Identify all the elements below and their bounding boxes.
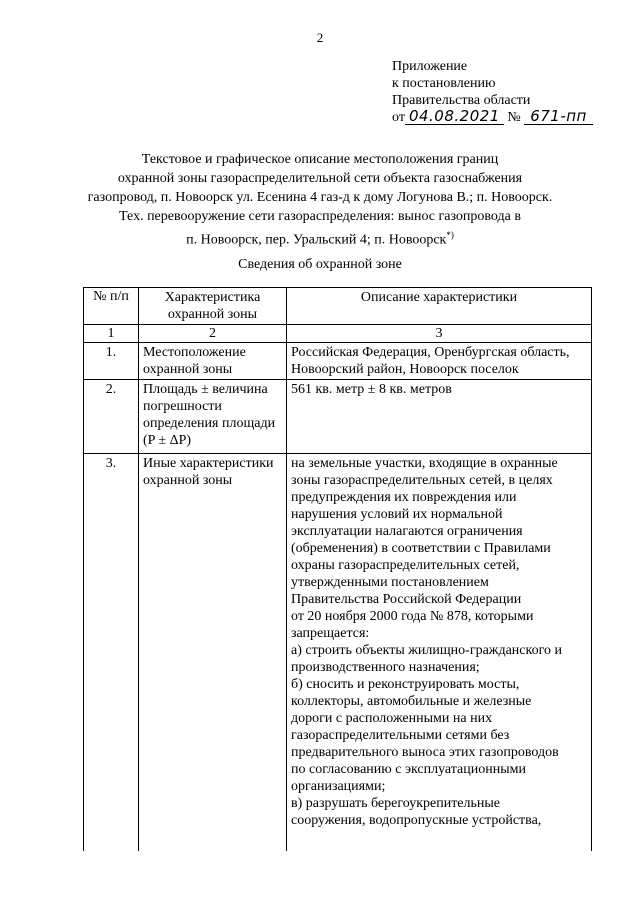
desc-line: газораспределительными сетями без <box>291 728 510 743</box>
desc-line: б) сносить и реконструировать мосты, <box>291 677 520 692</box>
section-subtitle: Сведения об охранной зоне <box>238 257 402 272</box>
desc-line: организациями; <box>291 779 386 794</box>
colnum-1: 1 <box>84 325 139 343</box>
desc-line: предупреждения их повреждения или <box>291 490 517 505</box>
title-line-5: п. Новоорск, пер. Уральский 4; п. Новоорск <box>186 232 447 248</box>
desc-line: Российская Федерация, Оренбургская область, <box>291 345 570 360</box>
desc-line: предварительного выноса этих газопроводов <box>291 745 559 760</box>
document-title <box>60 150 580 250</box>
desc-line: сооружения, водопропускные устройства, <box>291 813 542 828</box>
desc-line: по согласованию с эксплуатационными <box>291 762 526 777</box>
desc-line: дороги с расположенными на них <box>291 711 493 726</box>
table-colnum-row <box>84 325 592 343</box>
row-desc <box>287 380 592 454</box>
appendix-line-2: к постановлению <box>392 76 496 91</box>
number-value: 671-пп <box>524 109 593 125</box>
desc-line: охраны газораспределительных сетей, <box>291 558 520 573</box>
desc-line: коллекторы, автомобильные и железные <box>291 694 532 709</box>
number-sign: № <box>507 110 521 125</box>
colnum-2: 2 <box>139 325 287 343</box>
protection-zone-table <box>83 287 592 851</box>
footnote-mark: *) <box>446 230 454 240</box>
title-line-4: Тех. перевооружение сети газораспределения: вынос газопровода в <box>119 209 521 224</box>
desc-line: 561 кв. метр ± 8 кв. метров <box>291 382 452 397</box>
row-name: Иные характеристики охранной зоны <box>139 454 287 852</box>
appendix-line-1: Приложение <box>392 59 468 74</box>
header-num: № п/п <box>84 288 139 325</box>
title-line-3: газопровод, п. Новоорск ул. Есенина 4 газ-д к дому Логунова В.; п. Новоорск. <box>87 190 553 205</box>
desc-line: (обременения) в соответствии с Правилами <box>291 541 551 556</box>
page-number: 2 <box>316 30 324 45</box>
title-line-1: Текстовое и графическое описание местоположения границ <box>141 152 499 167</box>
date-value: 04.08.2021 <box>405 109 504 125</box>
row-name: Площадь ± величина погрешности определения площади (P ± ΔP) <box>139 380 287 454</box>
date-prefix: от <box>392 110 405 125</box>
appendix-line-3: Правительства области <box>392 93 531 108</box>
appendix-date-line <box>392 109 593 126</box>
desc-line: запрещается: <box>291 626 370 641</box>
desc-line: Новоорский район, Новоорск поселок <box>291 362 519 377</box>
table-row <box>84 380 592 454</box>
desc-line: зоны газораспределительных сетей, в целях <box>291 473 553 488</box>
table-row <box>84 454 592 852</box>
table-row <box>84 343 592 380</box>
header-characteristic: Характеристика охранной зоны <box>139 288 287 325</box>
table-header-row <box>84 288 592 325</box>
desc-line: нарушения условий их нормальной <box>291 507 503 522</box>
title-line-2: охранной зоны газораспределительной сети объекта газоснабжения <box>117 171 523 186</box>
desc-line: на земельные участки, входящие в охранные <box>291 456 558 471</box>
desc-line: а) строить объекты жилищно-гражданского и <box>291 643 562 658</box>
desc-line: в) разрушать берегоукрепительные <box>291 796 501 811</box>
row-num: 3. <box>84 454 139 852</box>
header-description: Описание характеристики <box>287 288 592 325</box>
desc-line: Правительства Российской Федерации <box>291 592 522 607</box>
row-desc <box>287 454 592 852</box>
colnum-3: 3 <box>287 325 592 343</box>
title-line-5-wrap <box>60 226 580 250</box>
row-name: Местоположение охранной зоны <box>139 343 287 380</box>
desc-line: производственного назначения; <box>291 660 480 675</box>
desc-line: эксплуатации налагаются ограничения <box>291 524 523 539</box>
appendix-block <box>392 58 593 126</box>
desc-line: от 20 ноября 2000 года № 878, которыми <box>291 609 534 624</box>
row-num: 1. <box>84 343 139 380</box>
row-num: 2. <box>84 380 139 454</box>
desc-line: утвержденными постановлением <box>291 575 489 590</box>
row-desc <box>287 343 592 380</box>
